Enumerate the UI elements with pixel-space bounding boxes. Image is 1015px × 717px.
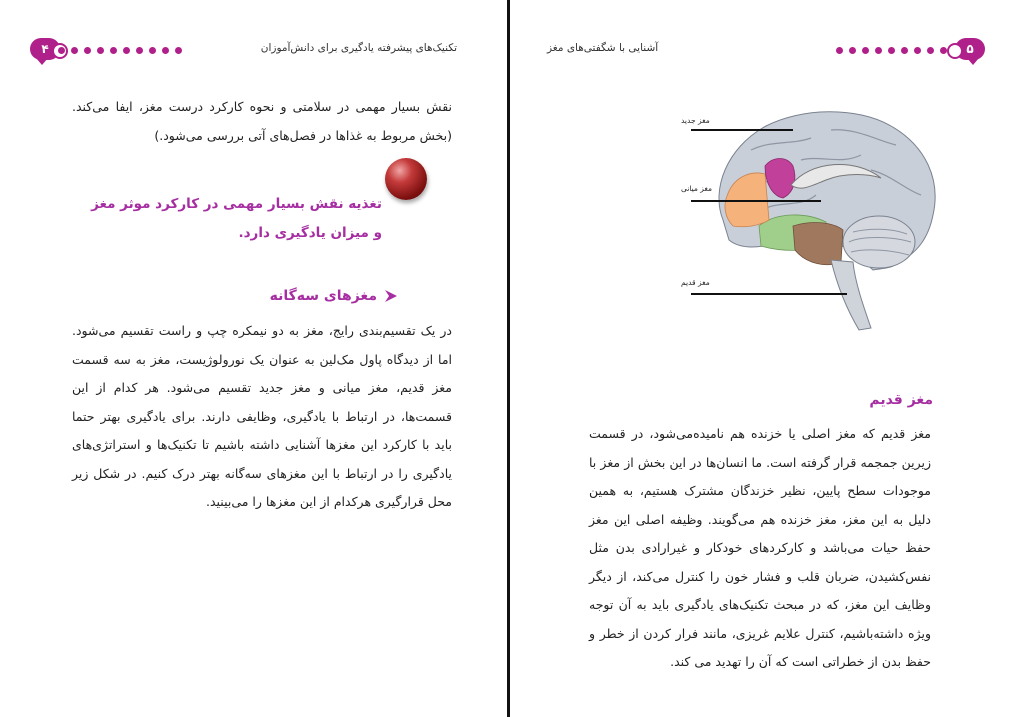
dot-icon — [940, 47, 947, 54]
decorative-dots — [836, 47, 947, 54]
callout-text: تغذیه نقش بسیار مهمی در کارکرد موثر مغز و میزان یادگیری دارد. — [91, 196, 382, 241]
dot-icon — [862, 47, 869, 54]
right-page — [511, 0, 1015, 717]
leader-line-new — [691, 129, 793, 131]
dot-icon — [123, 47, 130, 54]
badge-knob-icon — [947, 43, 963, 59]
section-heading: مغز قدیم — [869, 392, 933, 408]
intro-paragraph: نقش بسیار مهمی در سلامتی و نحوه کارکرد درست مغز، ایفا می‌کند.(بخش مربوط به غذاها در فصل‌های آتی بررسی می‌شود.) — [72, 99, 452, 143]
header-title: آشنایی با شگفتی‌های مغز — [547, 42, 659, 54]
dot-icon — [888, 47, 895, 54]
dot-icon — [875, 47, 882, 54]
dot-icon — [162, 47, 169, 54]
dot-icon — [849, 47, 856, 54]
page-number: ۵ — [966, 42, 974, 56]
dot-icon — [110, 47, 117, 54]
section-paragraph: در یک تقسیم‌بندی رایج، مغز به دو نیمکره چپ و راست تقسیم می‌شود. اما از دیدگاه پاول مک‌لین به عنوان یک نورولوژیست، مغز به سه قسمت مغز قدیم، مغز میانی و مغز جدید تقسیم می‌شود. هر کدام از این قسمت‌ها، در ارتباط با یادگیری، وظایفی دارند. برای یادگیری بهتر حتما باید با کارکرد این مغزها آشنایی داشته باشیم تا تکنیک‌ها و استراتژی‌های یادگیری را در ارتباط با این مغزهای سه‌گانه بهتر درک کنیم. در شکل زیر محل قرارگیری هرکدام از این مغزها را می‌بینید. — [72, 323, 452, 509]
leader-line-old — [691, 293, 847, 295]
cerebellum — [843, 216, 915, 268]
left-page — [0, 0, 507, 717]
dot-icon — [71, 47, 78, 54]
dot-icon — [97, 47, 104, 54]
brain-stem — [831, 260, 871, 330]
page-number: ۴ — [41, 42, 49, 56]
dot-icon — [175, 47, 182, 54]
header-title: تکنیک‌های پیشرفته یادگیری برای دانش‌آموزان — [260, 42, 457, 54]
book-spine — [507, 0, 510, 717]
speech-tail-icon — [967, 58, 979, 65]
brain-figure — [641, 100, 941, 340]
red-ball-icon — [385, 158, 427, 200]
left-page-header — [30, 38, 457, 62]
old-brain-region — [793, 223, 843, 265]
arrow-bullet-icon — [384, 289, 398, 303]
speech-tail-icon — [36, 58, 48, 65]
section-paragraph: مغز قدیم که مغز اصلی یا خزنده هم نامیده‌می‌شود، در قسمت زیرین جمجمه قرار گرفته است. ما انسان‌ها در این بخش از مغز با موجودات سطح پایین، نظیر خزندگان مشترک هستیم، به همین دلیل به این مغز، مغز خزنده هم می‌گویند. وظیفه اصلی این مغز حفظ حیات می‌باشد و کارکردهای خودکار و غیرارادی بدن مثل نفس‌کشیدن، ضربان قلب و فشار خون را کنترل می‌کند، از دیگر وظایف این مغز، که در مبحث تکنیک‌های یادگیری باید به آن توجه ویژه داشته‌باشیم، کنترل علایم غریزی، مانند فرار کردن از خطر و حفظ بدن از خطراتی است که آن را تهدید می کند. — [589, 426, 931, 669]
dot-icon — [901, 47, 908, 54]
leader-line-middle — [691, 200, 821, 202]
decorative-dots — [58, 47, 182, 54]
dot-icon — [84, 47, 91, 54]
section-heading: مغزهای سه‌گانه — [269, 288, 377, 304]
label-new-brain: مغز جدید — [681, 116, 710, 125]
dot-icon — [914, 47, 921, 54]
dot-icon — [927, 47, 934, 54]
dot-icon — [136, 47, 143, 54]
page-number-badge — [30, 38, 60, 60]
right-page-header — [547, 38, 985, 62]
dot-icon — [149, 47, 156, 54]
dot-icon — [58, 47, 65, 54]
label-old-brain: مغز قدیم — [681, 278, 710, 287]
dot-icon — [836, 47, 843, 54]
page-number-badge — [955, 38, 985, 60]
brain-illustration — [641, 100, 941, 340]
label-middle-brain: مغز میانی — [681, 184, 713, 193]
